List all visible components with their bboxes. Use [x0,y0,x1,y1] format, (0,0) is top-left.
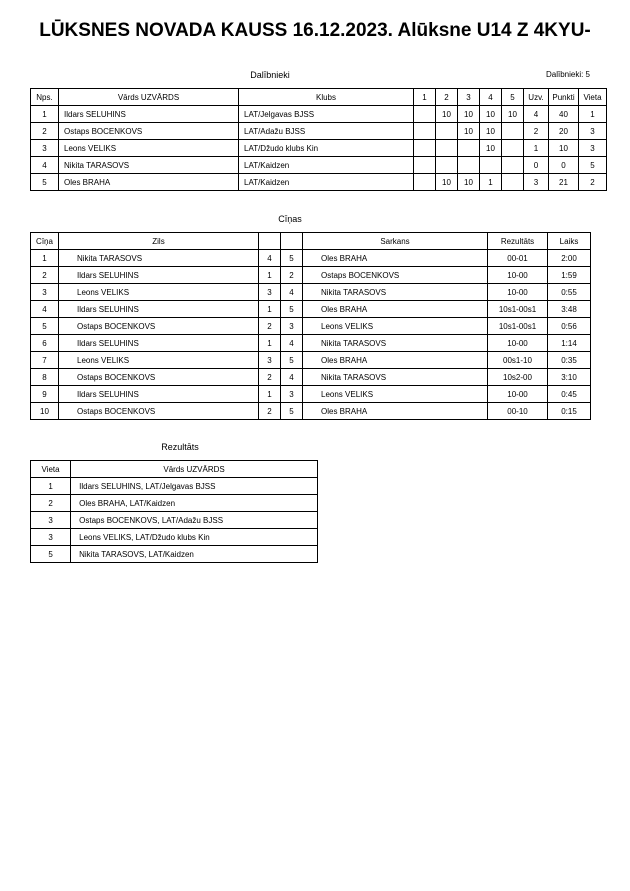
cell-vs-4: 10 [480,123,502,140]
cell-vs-3: 10 [458,123,480,140]
cell-place: 5 [579,157,607,174]
cell-time: 0:35 [548,352,591,369]
cell-blue: Ostaps BOCENKOVS [59,318,259,335]
cell-blue: Ildars SELUHINS [59,335,259,352]
cell-blue-seed: 3 [259,284,281,301]
cell-red-seed: 3 [281,386,303,403]
cell-result: 10-00 [488,386,548,403]
table-row [31,478,318,495]
table-row [31,140,607,157]
col-fight-no: Cīņa [31,233,59,250]
cell-club: LAT/Džudo klubs Kin [239,140,414,157]
cell-vs-2 [436,157,458,174]
table-header-row [31,461,318,478]
cell-points: 20 [549,123,579,140]
table-row [31,318,591,335]
cell-place: 3 [579,140,607,157]
cell-red: Oles BRAHA [303,403,488,420]
fights-table [30,232,591,420]
cell-name: Oles BRAHA [59,174,239,191]
cell-red-seed: 5 [281,250,303,267]
cell-time: 1:59 [548,267,591,284]
cell-vs-1 [414,123,436,140]
cell-red-seed: 5 [281,301,303,318]
cell-blue: Leons VELIKS [59,284,259,301]
cell-red: Oles BRAHA [303,301,488,318]
cell-result: 10-00 [488,267,548,284]
fights-section-label: Cīņas [278,214,302,224]
cell-wins: 1 [524,140,549,157]
cell-result: 00-01 [488,250,548,267]
cell-place: 2 [31,495,71,512]
cell-vs-2: 10 [436,106,458,123]
cell-blue-seed: 2 [259,369,281,386]
cell-name-club: Leons VELIKS, LAT/Džudo klubs Kin [71,529,318,546]
col-3: 3 [458,89,480,106]
cell-fight-no: 1 [31,250,59,267]
col-blue: Zils [59,233,259,250]
cell-vs-3: 10 [458,106,480,123]
cell-blue: Ildars SELUHINS [59,301,259,318]
cell-name: Leons VELIKS [59,140,239,157]
cell-name-club: Ostaps BOCENKOVS, LAT/Adažu BJSS [71,512,318,529]
cell-blue: Nikita TARASOVS [59,250,259,267]
cell-blue: Leons VELIKS [59,352,259,369]
table-row [31,512,318,529]
cell-vs-5 [502,174,524,191]
cell-red: Ostaps BOCENKOVS [303,267,488,284]
cell-fight-no: 4 [31,301,59,318]
cell-name: Ildars SELUHINS [59,106,239,123]
col-name: Vārds UZVĀRDS [59,89,239,106]
cell-name: Ostaps BOCENKOVS [59,123,239,140]
participants-count-label: Dalībnieki: 5 [545,70,590,79]
cell-vs-1 [414,106,436,123]
cell-blue: Ostaps BOCENKOVS [59,403,259,420]
cell-vs-3 [458,140,480,157]
cell-result: 10-00 [488,335,548,352]
cell-red: Oles BRAHA [303,250,488,267]
cell-name-club: Oles BRAHA, LAT/Kaidzen [71,495,318,512]
cell-blue-seed: 1 [259,301,281,318]
cell-blue-seed: 1 [259,267,281,284]
col-red: Sarkans [303,233,488,250]
table-header-row [31,233,591,250]
table-row [31,495,318,512]
cell-blue-seed: 2 [259,403,281,420]
cell-blue-seed: 3 [259,352,281,369]
cell-vs-5 [502,123,524,140]
cell-blue: Ildars SELUHINS [59,267,259,284]
results-section-label: Rezultāts [161,442,199,452]
cell-fight-no: 6 [31,335,59,352]
table-row [31,403,591,420]
cell-red-seed: 4 [281,369,303,386]
cell-fight-no: 5 [31,318,59,335]
table-row [31,369,591,386]
cell-result: 10s1-00s1 [488,318,548,335]
col-1: 1 [414,89,436,106]
cell-points: 21 [549,174,579,191]
cell-vs-1 [414,140,436,157]
cell-no: 5 [31,174,59,191]
table-row [31,386,591,403]
results-table [30,460,318,563]
col-wins: Uzv. [524,89,549,106]
cell-fight-no: 3 [31,284,59,301]
cell-time: 0:45 [548,386,591,403]
cell-no: 3 [31,140,59,157]
table-row [31,352,591,369]
cell-result: 10s2-00 [488,369,548,386]
cell-wins: 4 [524,106,549,123]
table-row [31,546,318,563]
cell-time: 3:48 [548,301,591,318]
cell-red-seed: 5 [281,352,303,369]
cell-name-club: Ildars SELUHINS, LAT/Jelgavas BJSS [71,478,318,495]
cell-wins: 0 [524,157,549,174]
cell-blue-seed: 1 [259,335,281,352]
cell-fight-no: 9 [31,386,59,403]
col-no: Nps. [31,89,59,106]
cell-vs-4: 10 [480,106,502,123]
cell-name: Nikita TARASOVS [59,157,239,174]
cell-vs-1 [414,157,436,174]
cell-time: 0:56 [548,318,591,335]
cell-time: 2:00 [548,250,591,267]
table-row [31,157,607,174]
cell-vs-3: 10 [458,174,480,191]
col-result: Rezultāts [488,233,548,250]
cell-fight-no: 8 [31,369,59,386]
cell-club: LAT/Jelgavas BJSS [239,106,414,123]
cell-vs-4: 10 [480,140,502,157]
cell-no: 2 [31,123,59,140]
cell-club: LAT/Kaidzen [239,174,414,191]
cell-result: 10-00 [488,284,548,301]
cell-time: 0:55 [548,284,591,301]
cell-no: 4 [31,157,59,174]
cell-place: 3 [31,512,71,529]
cell-vs-4 [480,157,502,174]
cell-points: 10 [549,140,579,157]
table-row [31,174,607,191]
cell-place: 1 [31,478,71,495]
cell-place: 2 [579,174,607,191]
cell-points: 0 [549,157,579,174]
cell-blue-seed: 2 [259,318,281,335]
cell-vs-2 [436,140,458,157]
table-row [31,529,318,546]
cell-place: 1 [579,106,607,123]
cell-vs-5: 10 [502,106,524,123]
col-red-seed [281,233,303,250]
cell-red-seed: 3 [281,318,303,335]
cell-red: Leons VELIKS [303,386,488,403]
cell-red: Nikita TARASOVS [303,284,488,301]
table-row [31,123,607,140]
cell-place: 5 [31,546,71,563]
cell-no: 1 [31,106,59,123]
cell-wins: 3 [524,174,549,191]
participants-section-label: Dalībnieki [250,70,290,80]
col-5: 5 [502,89,524,106]
cell-result: 00-10 [488,403,548,420]
cell-blue: Ildars SELUHINS [59,386,259,403]
cell-time: 3:10 [548,369,591,386]
cell-vs-5 [502,140,524,157]
col-club: Klubs [239,89,414,106]
cell-red-seed: 4 [281,284,303,301]
cell-result: 00s1-10 [488,352,548,369]
cell-fight-no: 10 [31,403,59,420]
cell-vs-1 [414,174,436,191]
cell-vs-5 [502,157,524,174]
page-title: LŪKSNES NOVADA KAUSS 16.12.2023. Alūksne U14 Z 4KYU- [39,20,591,41]
col-place: Vieta [579,89,607,106]
cell-blue-seed: 1 [259,386,281,403]
cell-blue-seed: 4 [259,250,281,267]
table-row [31,250,591,267]
cell-vs-4: 1 [480,174,502,191]
table-row [31,106,607,123]
cell-red-seed: 4 [281,335,303,352]
col-name-club: Vārds UZVĀRDS [71,461,318,478]
cell-fight-no: 2 [31,267,59,284]
col-place: Vieta [31,461,71,478]
cell-points: 40 [549,106,579,123]
cell-vs-2: 10 [436,174,458,191]
cell-red: Leons VELIKS [303,318,488,335]
table-row [31,284,591,301]
cell-time: 1:14 [548,335,591,352]
cell-red-seed: 2 [281,267,303,284]
cell-red: Nikita TARASOVS [303,369,488,386]
cell-place: 3 [31,529,71,546]
participants-table [30,88,607,191]
cell-club: LAT/Adažu BJSS [239,123,414,140]
cell-vs-2 [436,123,458,140]
cell-red-seed: 5 [281,403,303,420]
col-time: Laiks [548,233,591,250]
cell-fight-no: 7 [31,352,59,369]
cell-red: Oles BRAHA [303,352,488,369]
cell-time: 0:15 [548,403,591,420]
cell-red: Nikita TARASOVS [303,335,488,352]
table-header-row [31,89,607,106]
cell-name-club: Nikita TARASOVS, LAT/Kaidzen [71,546,318,563]
col-points: Punkti [549,89,579,106]
cell-vs-3 [458,157,480,174]
cell-blue: Ostaps BOCENKOVS [59,369,259,386]
cell-result: 10s1-00s1 [488,301,548,318]
cell-club: LAT/Kaidzen [239,157,414,174]
table-row [31,267,591,284]
col-2: 2 [436,89,458,106]
cell-place: 3 [579,123,607,140]
cell-wins: 2 [524,123,549,140]
table-row [31,335,591,352]
col-blue-seed [259,233,281,250]
col-4: 4 [480,89,502,106]
table-row [31,301,591,318]
